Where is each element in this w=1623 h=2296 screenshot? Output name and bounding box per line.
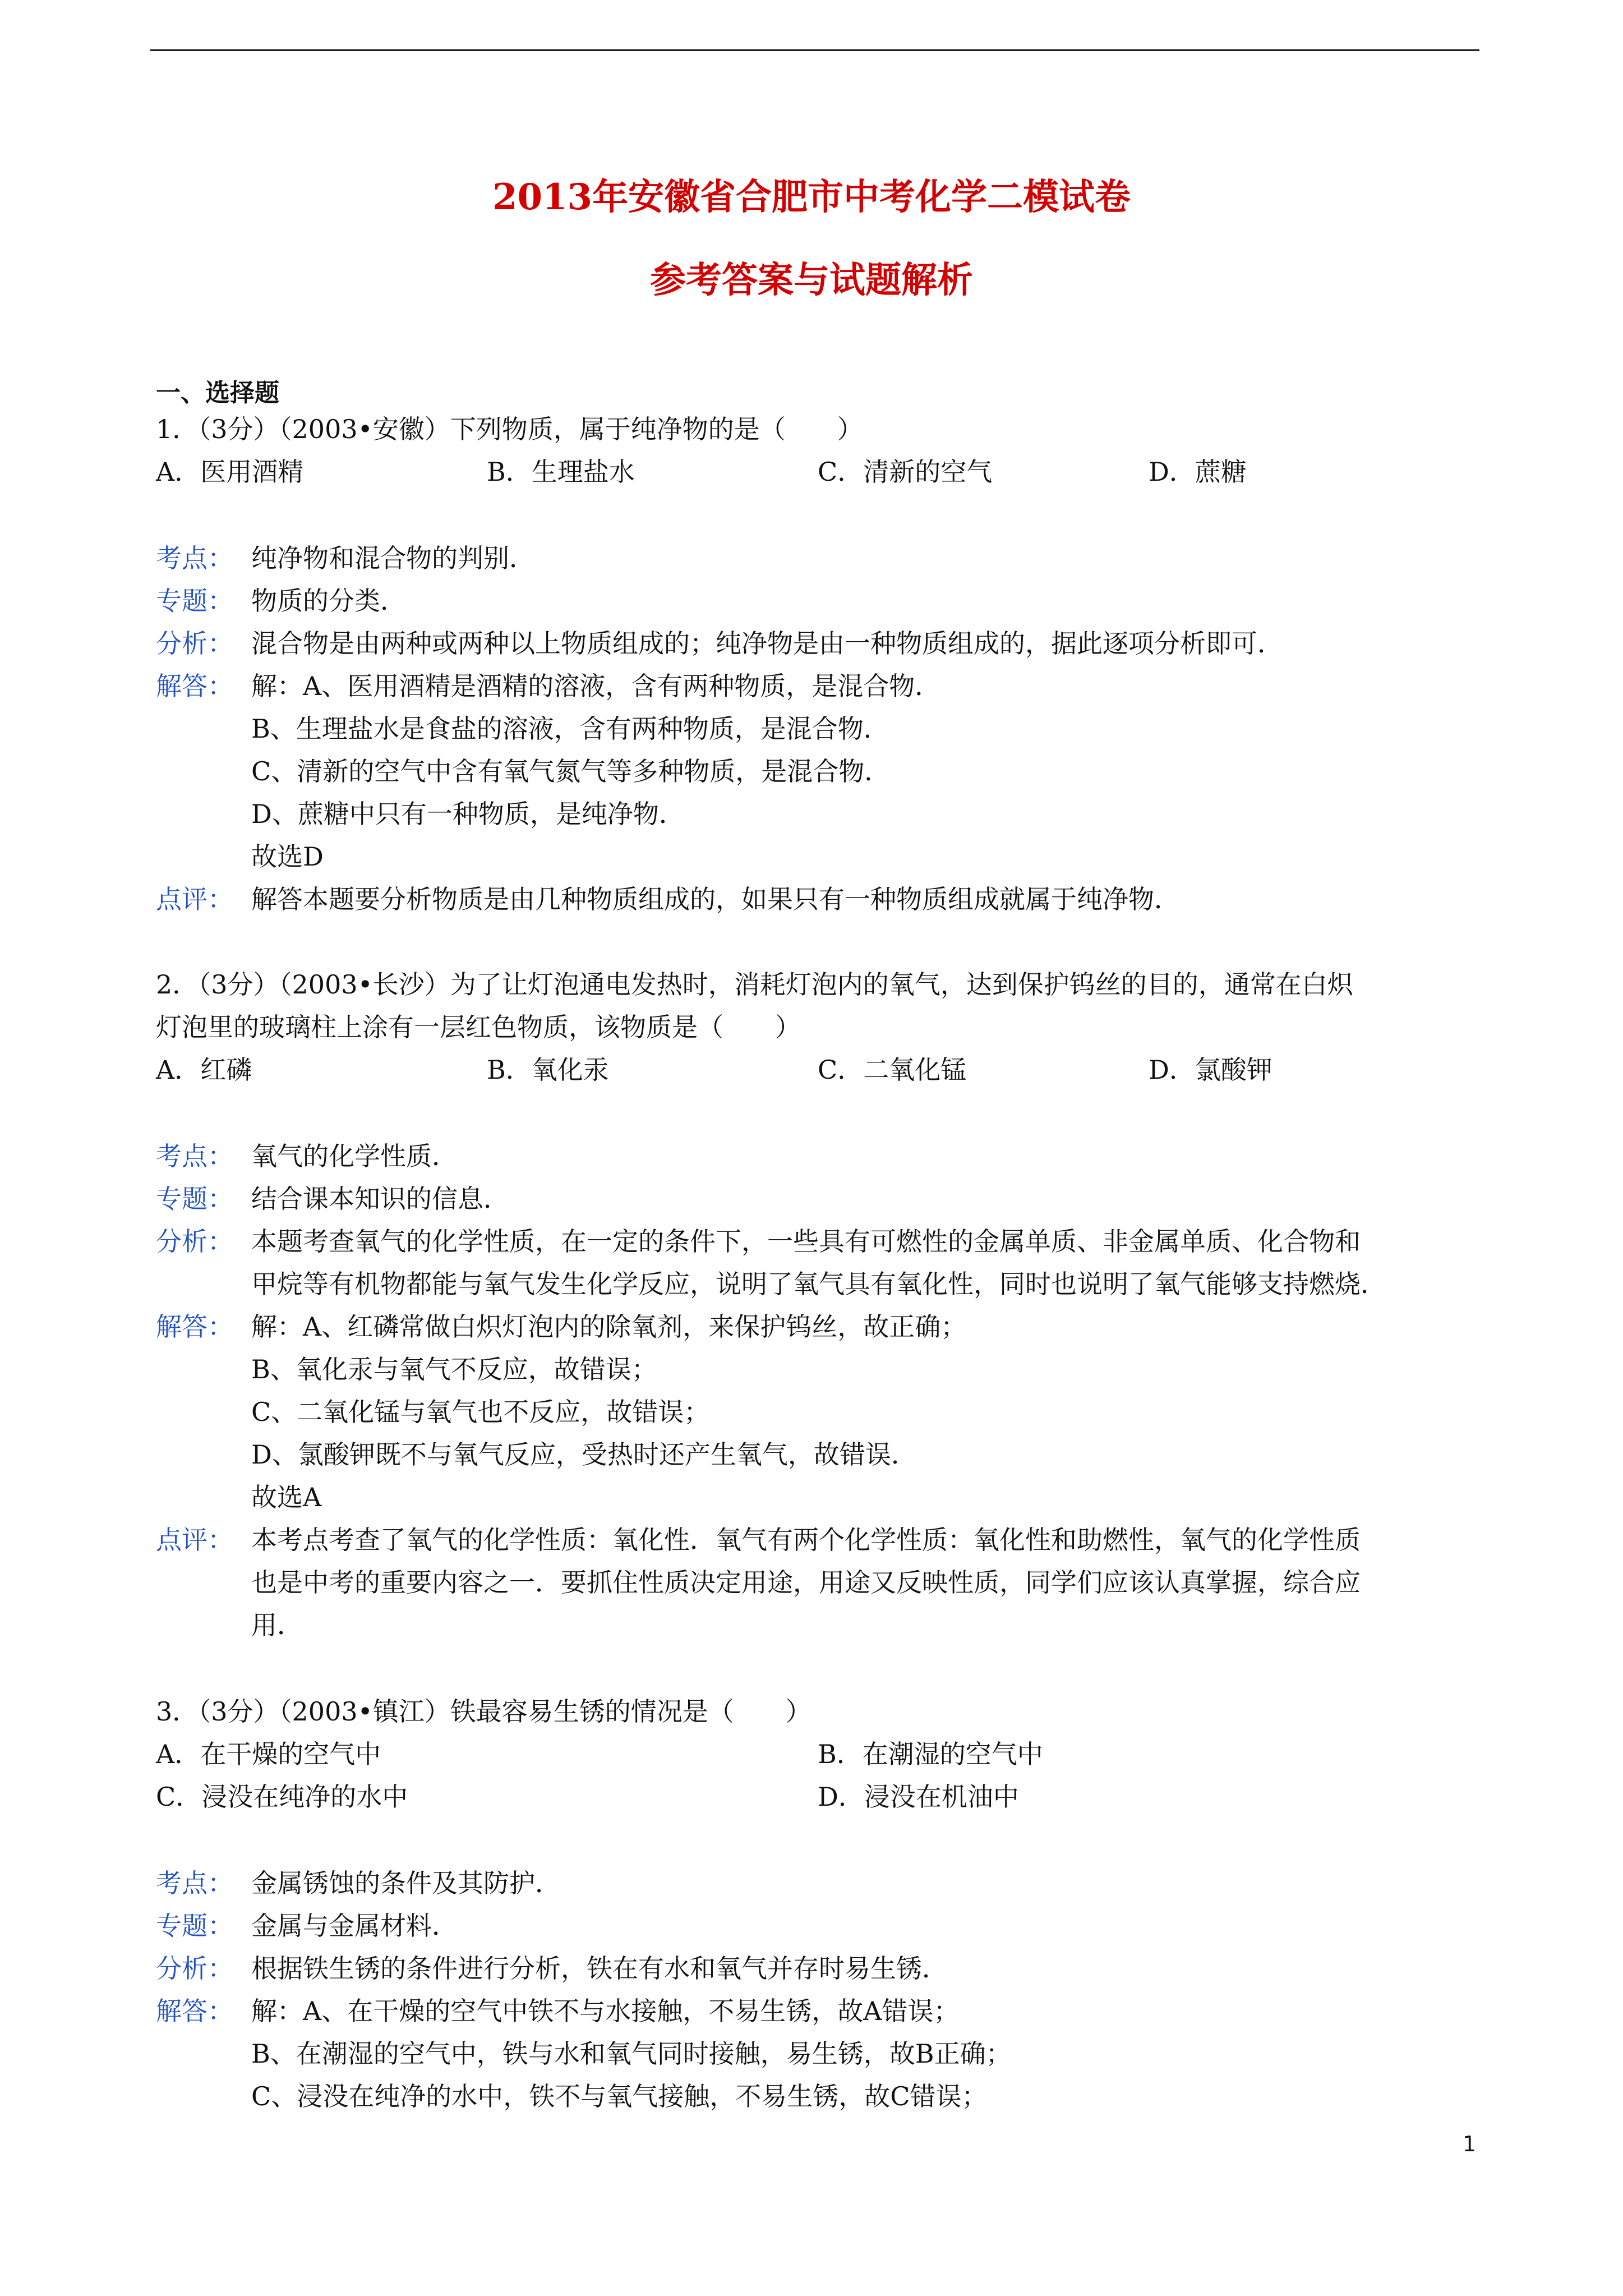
q1-jieda-line: D、蔗糖中只有一种物质，是纯净物． (251, 799, 685, 829)
q2-dianping-line: 也是中考的重要内容之一．要抓住性质决定用途，用途又反映性质，同学们应该认真掌握，综合应 (251, 1567, 1361, 1598)
q2-option-c: C．二氧化锰 (818, 1055, 967, 1085)
q1-jieda-label: 解答： (156, 671, 233, 701)
page-subtitle: 参考答案与试题解析 (650, 259, 973, 301)
page-number: 1 (1463, 2132, 1477, 2156)
q1-kaodian: 纯净物和混合物的判别． (251, 543, 535, 573)
q1-option-b: B．生理盐水 (487, 457, 635, 487)
q3-jieda-label: 解答： (156, 1996, 233, 2026)
q2-zhuanti-label: 专题： (156, 1184, 233, 1214)
q2-jieda-line: C、二氧化锰与氧气也不反应，故错误； (251, 1397, 710, 1427)
q3-kaodian: 金属锈蚀的条件及其防护． (251, 1868, 561, 1898)
q3-jieda-line: C、浸没在纯净的水中，铁不与氧气接触，不易生锈，故C错误； (251, 2081, 988, 2111)
q2-jieda-label: 解答： (156, 1312, 233, 1342)
q2-kaodian: 氧气的化学性质． (251, 1141, 458, 1171)
q2-dianping-label: 点评： (156, 1525, 233, 1555)
q1-jieda-line: C、清新的空气中含有氧气氮气等多种物质，是混合物． (251, 756, 891, 786)
q3-stem: 3．（3分）（2003•镇江）铁最容易生锈的情况是（ ） (156, 1696, 811, 1727)
page-title: 2013年安徽省合肥市中考化学二模试卷 (492, 176, 1131, 218)
q2-dianping-line: 用． (251, 1610, 303, 1640)
q3-zhuanti-label: 专题： (156, 1911, 233, 1941)
q1-option-c: C．清新的空气 (818, 457, 993, 487)
q2-stem-line: 灯泡里的玻璃柱上涂有一层红色物质，该物质是（ ） (156, 1012, 801, 1042)
q1-dianping: 解答本题要分析物质是由几种物质组成的，如果只有一种物质组成就属于纯净物． (251, 884, 1180, 914)
q2-option-b: B．氧化汞 (487, 1055, 609, 1085)
q1-jieda-line: 解：A、医用酒精是酒精的溶液，含有两种物质，是混合物． (251, 671, 941, 701)
q2-option-d: D．氯酸钾 (1149, 1055, 1272, 1085)
q2-jieda-line: 解：A、红磷常做白炽灯泡内的除氧剂，来保护钨丝，故正确； (251, 1312, 967, 1342)
q2-dianping-line: 本考点考查了氧气的化学性质：氧化性．氧气有两个化学性质：氧化性和助燃性，氧气的化学性质 (251, 1525, 1361, 1555)
q3-kaodian-label: 考点： (156, 1868, 233, 1898)
q3-jieda-line: 解：A、在干燥的空气中铁不与水接触，不易生锈，故A错误； (251, 1996, 960, 2026)
q3-fenxi: 根据铁生锈的条件进行分析，铁在有水和氧气并存时易生锈． (251, 1953, 948, 1984)
q2-fenxi-label: 分析： (156, 1226, 233, 1257)
q1-option-d: D．蔗糖 (1149, 457, 1247, 487)
q3-option-a: A．在干燥的空气中 (156, 1739, 381, 1769)
q2-jieda-line: B、氧化汞与氧气不反应，故错误； (251, 1354, 657, 1384)
q1-dianping-label: 点评： (156, 884, 233, 914)
q1-stem: 1．（3分）（2003•安徽）下列物质，属于纯净物的是（ ） (156, 414, 863, 444)
q3-option-d: D．浸没在机油中 (818, 1782, 1019, 1812)
q1-zhuanti-label: 专题： (156, 586, 233, 616)
q2-kaodian-label: 考点： (156, 1141, 233, 1171)
q2-stem-line: 2．（3分）（2003•长沙）为了让灯泡通电发热时，消耗灯泡内的氧气，达到保护钨丝的目的，通常在白炽 (156, 969, 1353, 1000)
q3-zhuanti: 金属与金属材料． (251, 1911, 458, 1941)
q1-option-a: A．医用酒精 (156, 457, 304, 487)
q3-jieda-line: B、在潮湿的空气中，铁与水和氧气同时接触，易生锈，故B正确； (251, 2039, 1012, 2069)
q3-option-c: C．浸没在纯净的水中 (156, 1782, 408, 1812)
q2-zhuanti: 结合课本知识的信息． (251, 1184, 509, 1214)
q1-jieda-line: 故选D (251, 841, 324, 872)
q2-jieda-line: D、氯酸钾既不与氧气反应，受热时还产生氧气，故错误． (251, 1439, 917, 1470)
q3-fenxi-label: 分析： (156, 1953, 233, 1984)
section-heading: 一、选择题 (156, 379, 279, 407)
q2-option-a: A．红磷 (156, 1055, 252, 1085)
q1-fenxi-label: 分析： (156, 628, 233, 659)
q1-zhuanti: 物质的分类． (251, 586, 406, 616)
header-rule (150, 49, 1479, 51)
q1-kaodian-label: 考点： (156, 543, 233, 573)
q2-fenxi-line: 甲烷等有机物都能与氧气发生化学反应，说明了氧气具有氧化性，同时也说明了氧气能够支持燃烧． (251, 1269, 1386, 1299)
q1-fenxi: 混合物是由两种或两种以上物质组成的；纯净物是由一种物质组成的，据此逐项分析即可． (251, 628, 1283, 659)
q2-fenxi-line: 本题考查氧气的化学性质，在一定的条件下，一些具有可燃性的金属单质、非金属单质、化合物和 (251, 1226, 1361, 1257)
q1-jieda-line: B、生理盐水是食盐的溶液，含有两种物质，是混合物． (251, 714, 889, 744)
q3-option-b: B．在潮湿的空气中 (818, 1739, 1043, 1769)
q2-jieda-line: 故选A (251, 1482, 322, 1512)
